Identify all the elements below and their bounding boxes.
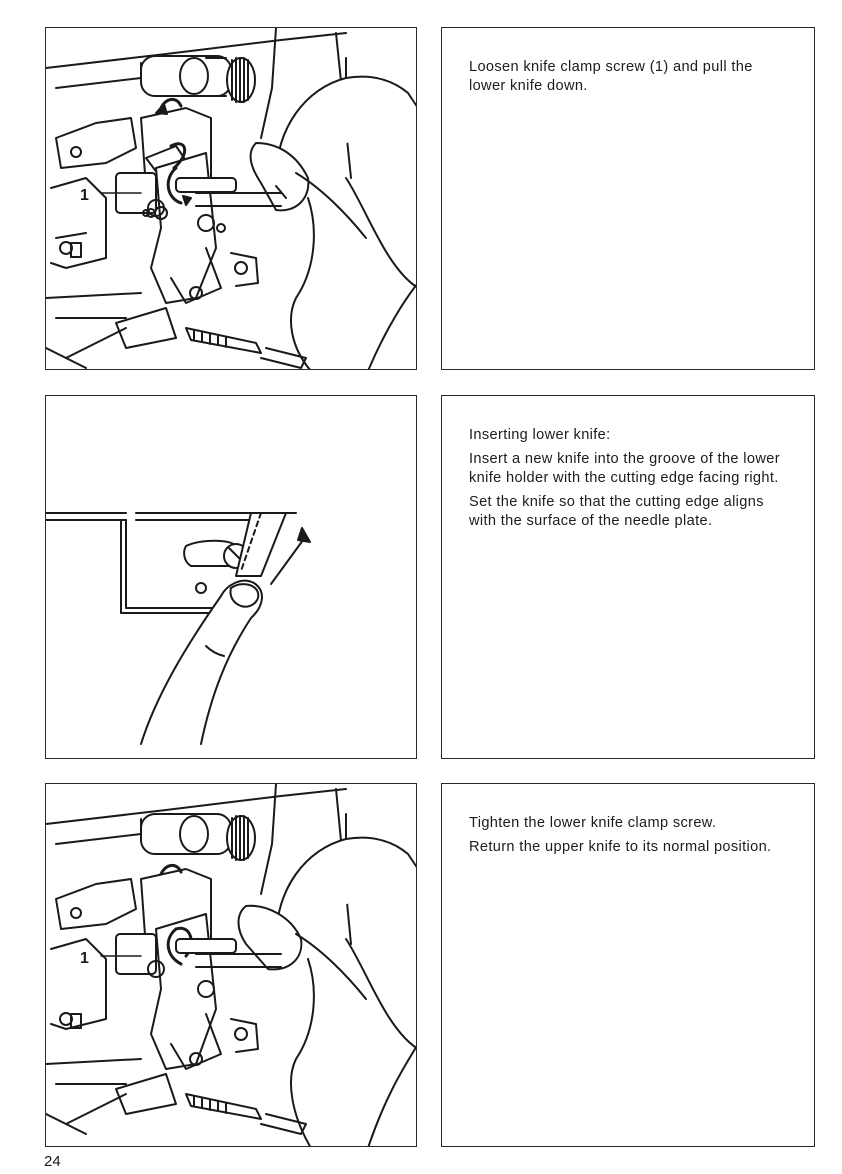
illustration-insert-lower-knife — [45, 395, 417, 759]
step-3-text-tighten: Tighten the lower knife clamp screw. — [469, 815, 717, 831]
step-2-heading: Inserting lower knife: — [469, 427, 611, 443]
illustration-loosen-knife-clamp — [45, 27, 417, 370]
illustration-tighten-knife-clamp — [45, 783, 417, 1147]
step-1-text: Loosen knife clamp screw (1) and pull the lower knife down. — [469, 59, 753, 94]
step-3-text-return: Return the upper knife to its normal position. — [469, 839, 772, 855]
step-1-instructions — [441, 27, 815, 370]
callout-number-1: 1 — [80, 950, 89, 967]
step-2-instructions — [441, 395, 815, 759]
callout-number-1: 1 — [80, 187, 89, 204]
page-number: 24 — [44, 1153, 61, 1170]
step-2-text-align: Set the knife so that the cutting edge aligns with the surface of the needle plate. — [469, 494, 764, 529]
step-2-text-insert: Insert a new knife into the groove of the lower knife holder with the cutting edge facing right. — [469, 451, 780, 486]
step-3-instructions — [441, 783, 815, 1147]
